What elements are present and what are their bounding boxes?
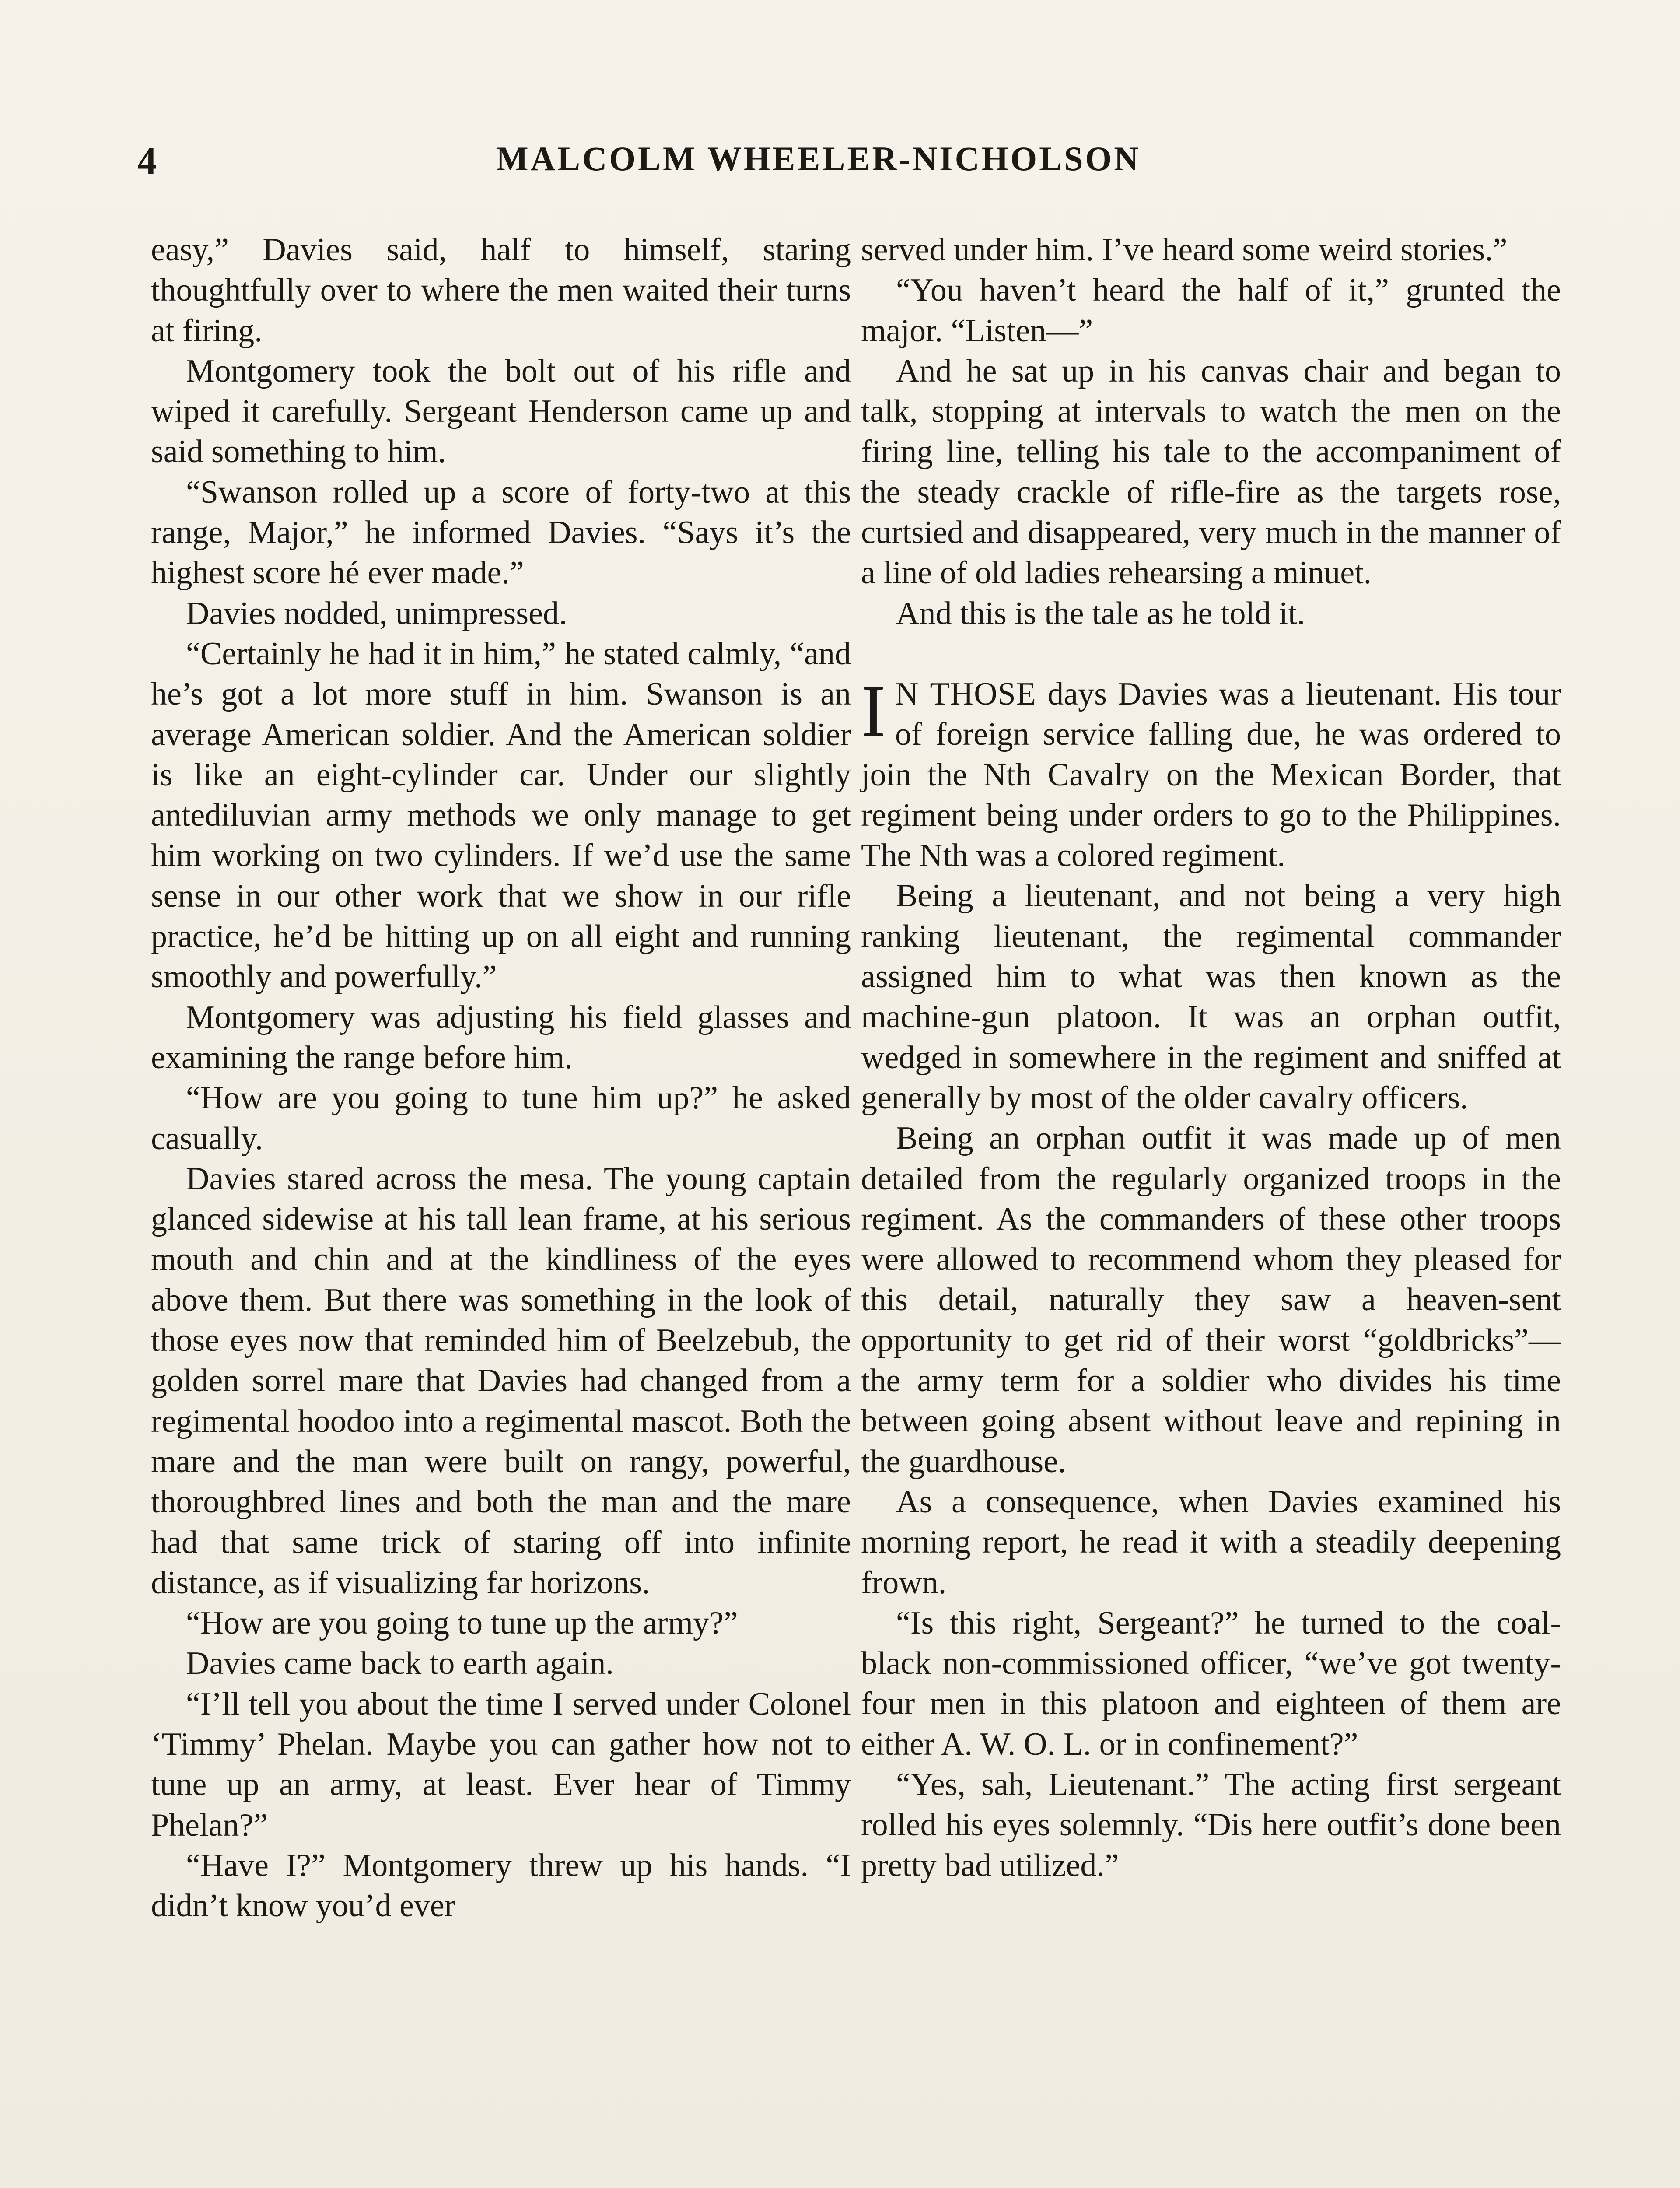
- paragraph: Montgomery took the bolt out of his rifle and wiped it carefully. Sergeant Henderson came up and said something to him.: [151, 353, 851, 470]
- section-opening-caps: N THOSE: [895, 676, 1036, 712]
- drop-cap: I: [861, 670, 886, 752]
- paragraph: “Have I?” Montgomery threw up his hands. “I didn’t know you’d ever: [151, 1847, 851, 1924]
- paragraph: Being a lieutenant, and not being a very high ranking lieutenant, the regimental commander assigned him to what was then known as the machine-gun platoon. It was an orphan outfit, wedged in somewhere in the regiment and sniffed at generally by most of the older cavalry officers.: [861, 878, 1561, 1116]
- paragraph: “I’ll tell you about the time I served under Colonel ‘Timmy’ Phelan. Maybe you can gather how not to tune up an army, at least. Ever hear of Timmy Phelan?”: [151, 1686, 851, 1843]
- page-number: 4: [137, 140, 158, 182]
- right-column: [861, 230, 1561, 1886]
- paragraph: “Certainly he had it in him,” he stated calmly, “and he’s got a lot more stuff in him. Swanson is an average American soldier. And the American soldier is like an eight-cylinder car. Under our slightly antediluvian army methods we only manage to get him working on two cylinders. If we’d use the same sense in our other work that we show in our rifle practice, he’d be hitting up on all eight and running smoothly and powerfully.”: [151, 635, 851, 995]
- paragraph: “How are you going to tune up the army?”: [186, 1605, 738, 1641]
- paragraph: Davies nodded, unimpressed.: [186, 595, 567, 631]
- paragraph: Montgomery was adjusting his field glasses and examining the range before him.: [151, 999, 851, 1076]
- paragraph: served under him. I’ve heard some weird stories.”: [861, 232, 1508, 268]
- paragraph: Being an orphan outfit it was made up of men detailed from the regularly organized troops in the regiment. As the commanders of these other troops were allowed to recommend whom they pleased for this detail, naturally they saw a heaven-sent opportunity to get rid of their worst “goldbricks”—the army term for a soldier who divides his time between going absent without leave and repining in the guardhouse.: [861, 1120, 1561, 1480]
- paragraph: As a consequence, when Davies examined his morning report, he read it with a steadily deepening frown.: [861, 1483, 1561, 1601]
- paragraph: “Yes, sah, Lieutenant.” The acting first sergeant rolled his eyes solemnly. “Dis here outfit’s done been pretty bad utilized.”: [861, 1766, 1561, 1883]
- paragraph: “Swanson rolled up a score of forty-two at this range, Major,” he informed Davies. “Says it’s the highest score hé ever made.”: [151, 474, 851, 591]
- paragraph: Davies stared across the mesa. The young captain glanced sidewise at his tall lean frame, at his serious mouth and chin and at the kindliness of the eyes above them. But there was something in the look of those eyes now that reminded him of Beelzebub, the golden sorrel mare that Davies had changed from a regimental hoodoo into a regimental mascot. Both the mare and the man were built on rangy, powerful, thoroughbred lines and both the man and the mare had that same trick of staring off into infinite distance, as if visualizing far horizons.: [151, 1161, 851, 1601]
- section-opening-text: days Davies was a lieutenant. His tour of foreign service falling due, he was ordered to join the Nth Cavalry on the Mexican Border, that regiment being under orders to go to the Philippines. The Nth was a colored regiment.: [861, 676, 1561, 874]
- paragraph: Davies came back to earth again.: [186, 1645, 614, 1682]
- paragraph: And this is the tale as he told it.: [896, 595, 1306, 631]
- left-column: [151, 230, 851, 1926]
- paragraph: And he sat up in his canvas chair and began to talk, stopping at intervals to watch the men on the firing line, telling his tale to the accompaniment of the steady crackle of rifle-fire as the targets rose, curtsied and disappeared, very much in the manner of a line of old ladies rehearsing a minuet.: [861, 353, 1561, 591]
- paragraph: “You haven’t heard the half of it,” grunted the major. “Listen—”: [861, 272, 1561, 349]
- section-opening-paragraph: [861, 670, 1561, 876]
- paragraph: “How are you going to tune him up?” he asked casually.: [151, 1080, 851, 1157]
- running-head: MALCOLM WHEELER-NICHOLSON: [496, 140, 1141, 178]
- paragraph: easy,” Davies said, half to himself, staring thoughtfully over to where the men waited their turns at firing.: [151, 232, 851, 349]
- paragraph: “Is this right, Sergeant?” he turned to the coal-black non-commissioned officer, “we’ve got twenty-four men in this platoon and eighteen of them are either A. W. O. L. or in confinement?”: [861, 1605, 1561, 1762]
